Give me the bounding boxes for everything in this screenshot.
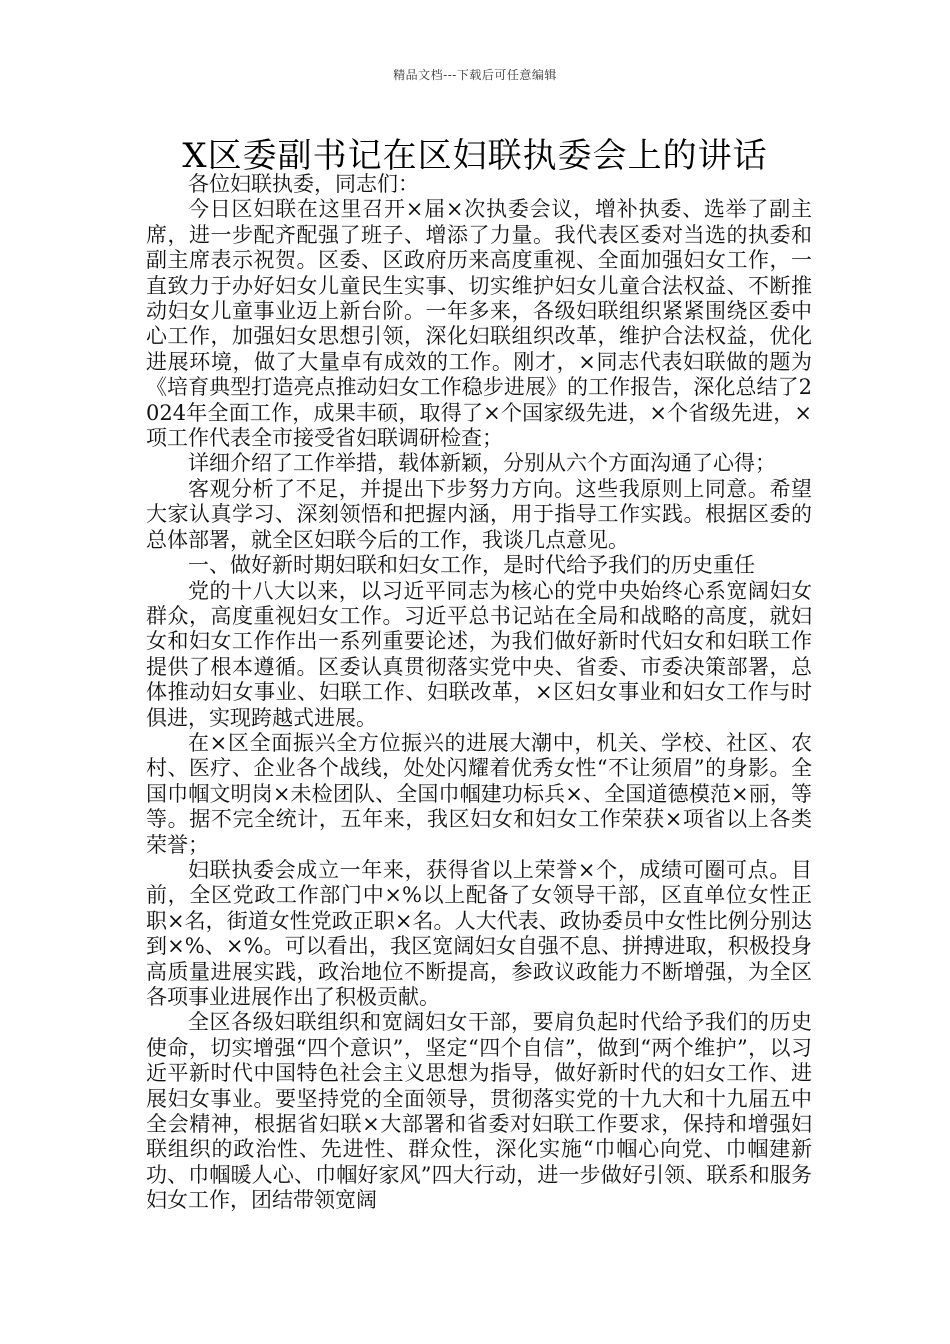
- header-note: 精品文档---下载后可任意编辑: [393, 68, 557, 82]
- paragraph: 全区各级妇联组织和宽阔妇女干部，要肩负起时代给予我们的历史使命，切实增强“四个意识”，坚定“四个自信”，做到“两个维护”，以习近平新时代中国特色社会主义思想为指导，做好新时代的妇女工作、进展妇女事业。要坚持党的全面领导，贯彻落实党的十九大和十九届五中全会精神，根据省妇联×大部署和省委对妇联工作要求，保持和增强妇联组织的政治性、先进性、群众性，深化实施“巾帼心向党、巾帼建新功、巾帼暖人心、巾帼好家风”四大行动，进一步做好引领、联系和服务妇女工作，团结带领宽阔: [146, 1010, 812, 1213]
- document-body: [146, 172, 812, 1214]
- paragraph: 详细介绍了工作举措，载体新颖，分别从六个方面沟通了心得；: [188, 451, 776, 476]
- section-heading: 一、做好新时期妇联和妇女工作，是时代给予我们的历史重任: [188, 553, 755, 578]
- paragraph: 客观分析了不足，并提出下步努力方向。这些我原则上同意。希望大家认真学习、深刻领悟和把握内涵，用于指导工作实践。根据区委的总体部署，就全区妇联今后的工作，我谈几点意见。: [146, 476, 812, 552]
- document-title: X区委副书记在区妇联执委会上的讲话: [182, 136, 768, 176]
- salutation: 各位妇联执委，同志们：: [188, 172, 419, 196]
- paragraph: 妇联执委会成立一年来，获得省以上荣誉×个，成绩可圈可点。目前，全区党政工作部门中×%以上配备了女领导干部，区直单位女性正职×名，街道女性党政正职×名。人大代表、政协委员中女性比例分别达到×%、×%。可以看出，我区宽阔妇女自强不息、拼搏进取，积极投身高质量进展实践，政治地位不断提高，参政议政能力不断增强，为全区各项事业进展作出了积极贡献。: [146, 857, 812, 1009]
- paragraph: 在×区全面振兴全方位振兴的进展大潮中，机关、学校、社区、农村、医疗、企业各个战线，处处闪耀着优秀女性“不让须眉”的身影。全国巾帼文明岗×未检团队、全国巾帼建功标兵×、全国道德模范×丽，等等。据不完全统计，五年来，我区妇女和妇女工作荣获×项省以上各类荣誉；: [146, 730, 812, 857]
- paragraph: 党的十八大以来，以习近平同志为核心的党中央始终心系宽阔妇女群众，高度重视妇女工作。习近平总书记站在全局和战略的高度，就妇女和妇女工作作出一系列重要论述，为我们做好新时代妇女和妇联工作提供了根本遵循。区委认真贯彻落实党中央、省委、市委决策部署，总体推动妇女事业、妇联工作、妇联改革，×区妇女事业和妇女工作与时俱进，实现跨越式进展。: [146, 578, 812, 730]
- paragraph: 今日区妇联在这里召开×届×次执委会议，增补执委、选举了副主席，进一步配齐配强了班子、增添了力量。我代表区委对当选的执委和副主席表示祝贺。区委、区政府历来高度重视、全面加强妇女工作，一直致力于办好妇女儿童民生实事、切实维护妇女儿童合法权益、不断推动妇女儿童事业迈上新台阶。一年多来，各级妇联组织紧紧围绕区委中心工作，加强妇女思想引领，深化妇联组织改革，维护合法权益，优化进展环境，做了大量卓有成效的工作。刚才，×同志代表妇联做的题为《培育典型打造亮点推动妇女工作稳步进展》的工作报告，深化总结了2024年全面工作，成果丰硕，取得了×个国家级先进，×个省级先进，×项工作代表全市接受省妇联调研检查；: [146, 197, 812, 451]
